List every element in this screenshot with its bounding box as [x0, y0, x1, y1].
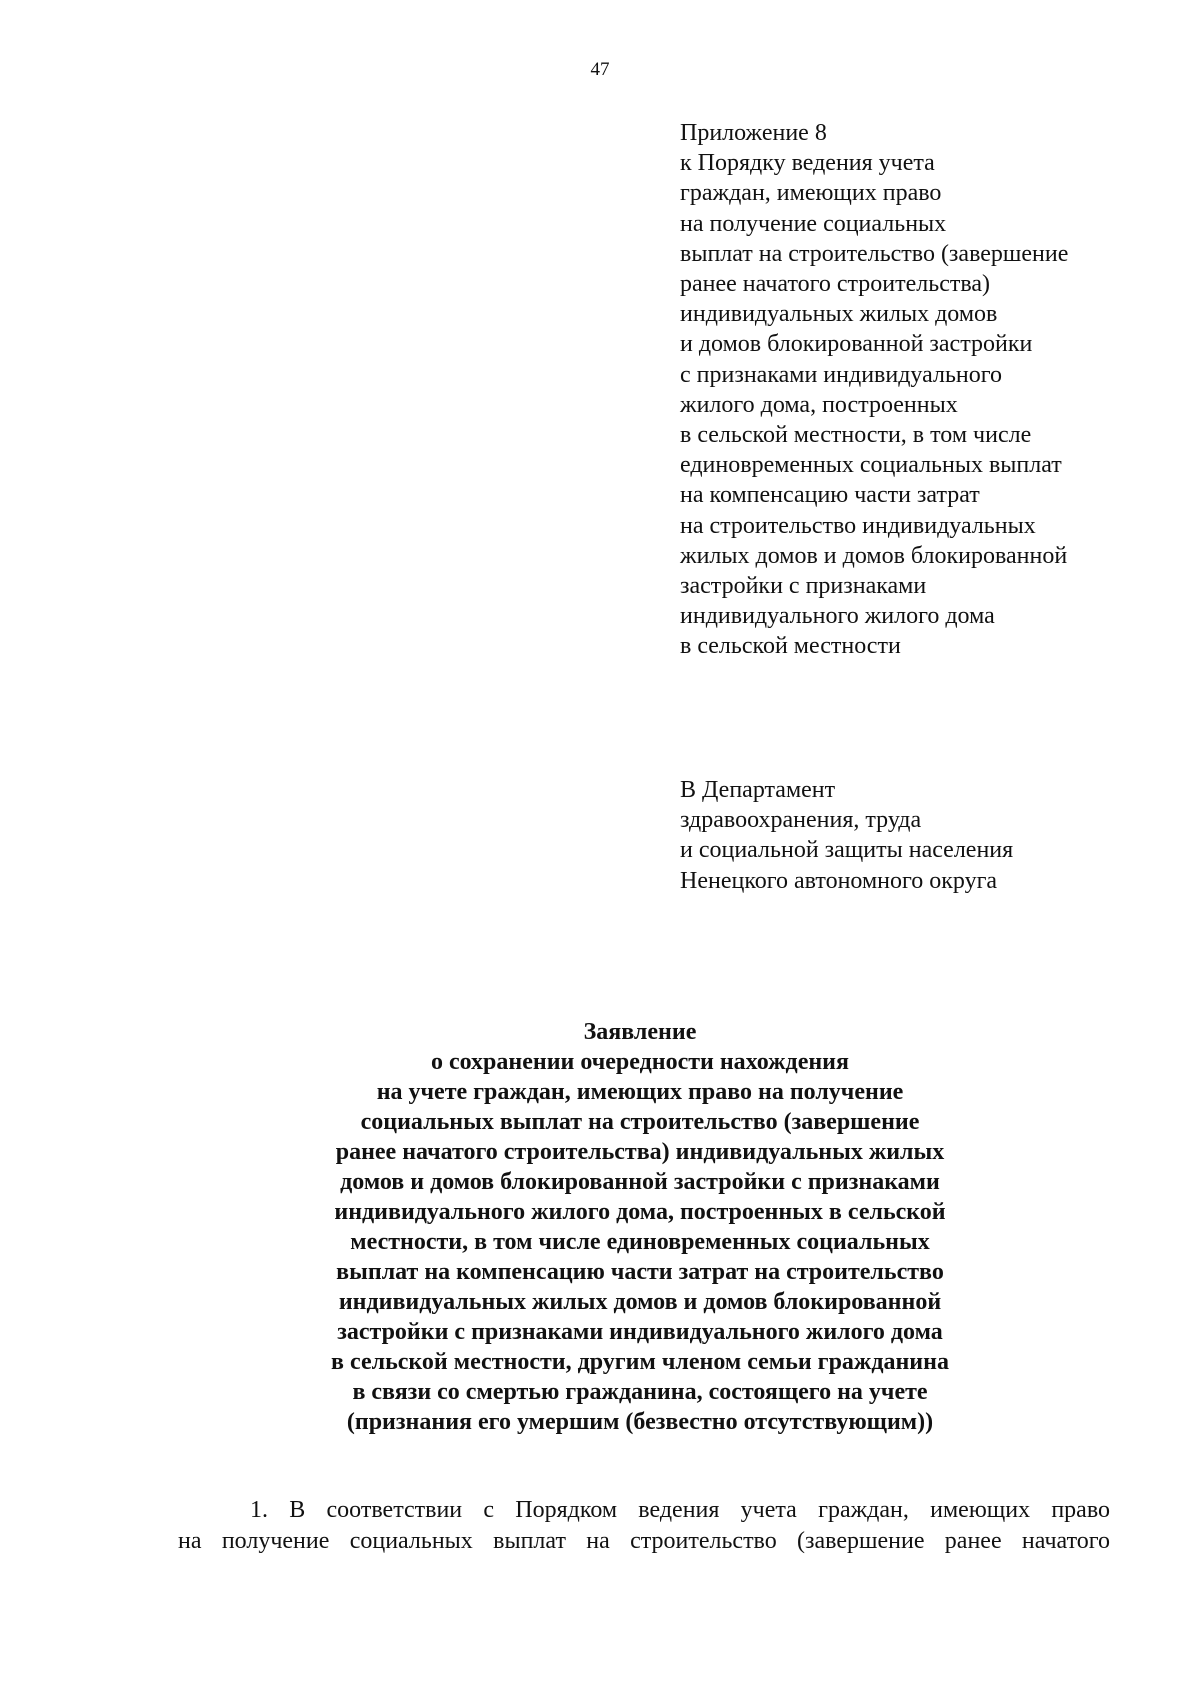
title-line: на учете граждан, имеющих право на получение [376, 1079, 904, 1105]
title-line: индивидуальных жилых домов и домов блокированной [338, 1289, 942, 1315]
title-line: домов и домов блокированной застройки с признаками [340, 1169, 940, 1195]
appendix-line: выплат на строительство (завершение [680, 240, 1069, 267]
recipient-line: и социальной защиты населения [680, 837, 1014, 864]
body-paragraph [178, 1495, 1110, 1557]
title-line: индивидуального жилого дома, построенных в сельской [334, 1199, 946, 1225]
body-line: на получение социальных выплат на строительство (завершение ранее начатого [178, 1528, 1110, 1554]
appendix-line: граждан, имеющих право [680, 180, 942, 207]
recipient-line: Ненецкого автономного округа [680, 867, 998, 894]
appendix-line: и домов блокированной застройки [680, 331, 1033, 358]
appendix-line: индивидуальных жилых домов [680, 301, 998, 328]
title-line: (признания его умершим (безвестно отсутствующим)) [346, 1409, 934, 1435]
title-line: местности, в том числе единовременных социальных [350, 1229, 930, 1255]
appendix-line: на компенсацию части затрат [680, 482, 980, 509]
appendix-line: в сельской местности, в том числе [680, 422, 1032, 449]
appendix-line: индивидуального жилого дома [680, 603, 995, 630]
title-line: застройки с признаками индивидуального жилого дома [337, 1319, 943, 1345]
recipient-line: здравоохранения, труда [680, 807, 922, 834]
appendix-line: на получение социальных [680, 210, 947, 237]
body-line: 1. В соответствии с Порядком ведения учета граждан, имеющих право [250, 1497, 1110, 1523]
document-title [0, 1017, 1200, 1437]
title-line: социальных выплат на строительство (завершение [360, 1109, 920, 1135]
title-line: ранее начатого строительства) индивидуальных жилых [335, 1139, 945, 1165]
appendix-line: с признаками индивидуального [680, 361, 1002, 388]
recipient-line: В Департамент [680, 777, 836, 803]
title-line: в сельской местности, другим членом семьи гражданина [331, 1349, 949, 1375]
appendix-header [680, 118, 1120, 662]
appendix-line: к Порядку ведения учета [680, 150, 935, 177]
appendix-line: Приложение 8 [680, 120, 827, 146]
title-line: в связи со смертью гражданина, состоящего на учете [352, 1379, 928, 1405]
title-line: о сохранении очередности нахождения [430, 1049, 849, 1075]
appendix-line: жилого дома, построенных [680, 391, 958, 418]
page-number: 47 [590, 59, 610, 80]
appendix-line: на строительство индивидуальных [680, 512, 1036, 539]
recipient-block [680, 775, 1120, 896]
appendix-line: жилых домов и домов блокированной [680, 542, 1068, 569]
appendix-line: в сельской местности [680, 633, 901, 660]
title-line: Заявление [583, 1019, 697, 1045]
appendix-line: единовременных социальных выплат [680, 452, 1062, 479]
title-line: выплат на компенсацию части затрат на строительство [336, 1259, 944, 1285]
appendix-line: застройки с признаками [680, 573, 927, 600]
appendix-line: ранее начатого строительства) [680, 271, 990, 298]
